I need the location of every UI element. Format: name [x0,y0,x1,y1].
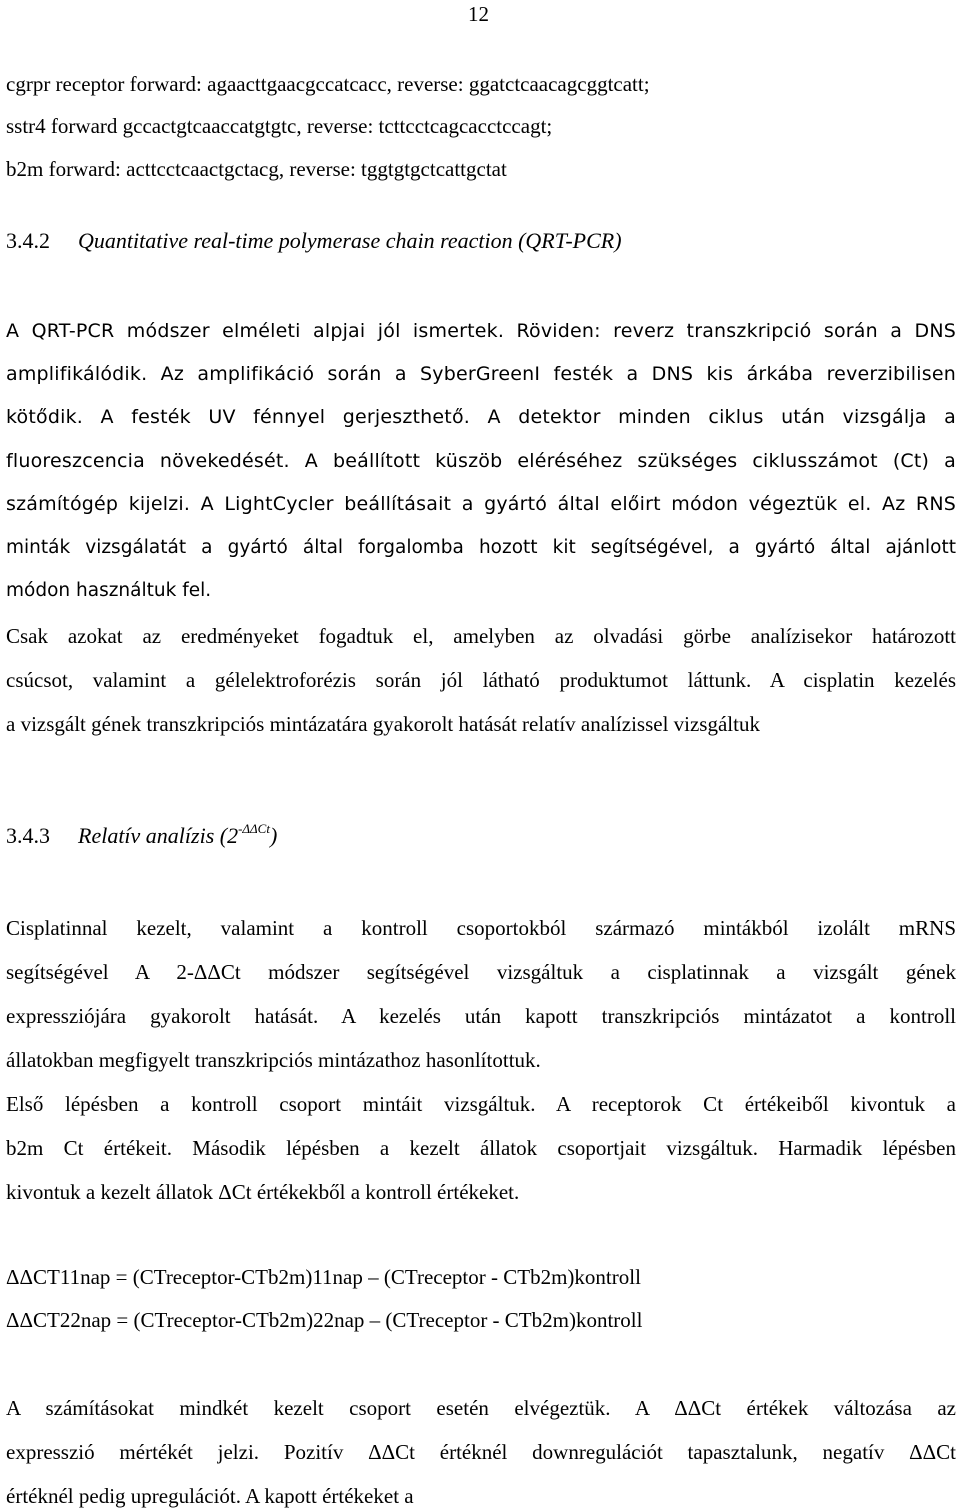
section-heading [6,823,277,849]
body-line: értéknél pedig upregulációt. A kapott értékeket a [6,1484,414,1508]
body-line: amplifikálódik. Az amplifikáció során a SyberGreenI festék a DNS kis árkába reverzibilisen [6,363,956,385]
body-line: A QRT-PCR módszer elméleti alpjai jól ismertek. Röviden: reverz transzkripció során a DNS [6,320,956,342]
formula-line: ΔΔCT11nap = (CTreceptor-CTb2m)11nap – (CTreceptor - CTb2m)kontroll [6,1265,641,1289]
body-line: számítógép kijelzi. A LightCycler beállításait a gyártó által előirt módon végeztük el. Az RNS [6,493,956,515]
body-line: Első lépésben a kontroll csoport mintáit vizsgáltuk. A receptorok Ct értékeiből kivontuk a [6,1092,956,1116]
body-line: kötődik. A festék UV fénnyel gerjeszthető. A detektor minden ciklus után vizsgálja a [6,406,956,428]
section-title: Quantitative real-time polymerase chain reaction (QRT-PCR) [78,228,622,253]
body-line: minták vizsgálatát a gyártó által forgalomba hozott kit segítségével, a gyártó által ajánlott [6,537,956,558]
formula-line: ΔΔCT22nap = (CTreceptor-CTb2m)22nap – (CTreceptor - CTb2m)kontroll [6,1308,643,1332]
body-line: állatokban megfigyelt transzkripciós mintázathoz hasonlítottuk. [6,1048,541,1072]
body-line: módon használtuk fel. [6,580,212,601]
body-line: expressziójára gyakorolt hatását. A kezelés után kapott transzkripciós mintázatot a kontroll [6,1004,956,1028]
primer-line: cgrpr receptor forward: agaacttgaacgccatcacc, reverse: ggatctcaacagcggtcatt; [6,72,650,96]
section-title: Relatív analízis (2 [78,823,239,848]
section-title-close: ) [269,823,278,848]
body-line: Csak azokat az eredményeket fogadtuk el, amelyben az olvadási görbe analízisekor határozott [6,624,956,648]
section-number: 3.4.2 [6,228,50,253]
page-number: 12 [468,2,489,26]
body-line: a vizsgált gének transzkripciós mintázatára gyakorolt hatását relatív analízissel vizsgáltuk [6,712,760,736]
section-number: 3.4.3 [6,823,50,848]
primer-line: sstr4 forward gccactgtcaaccatgtgtc, reverse: tcttcctcagcacctccagt; [6,114,553,138]
body-line: b2m Ct értékeit. Második lépésben a kezelt állatok csoportjait vizsgáltuk. Harmadik lépésben [6,1136,956,1160]
body-line: A számításokat mindkét kezelt csoport esetén elvégeztük. A ΔΔCt értékek változása az [6,1396,956,1420]
body-line: kivontuk a kezelt állatok ΔCt értékekből a kontroll értékeket. [6,1180,520,1204]
section-heading [6,228,622,254]
body-line: expresszió mértékét jelzi. Pozitív ΔΔCt értéknél downregulációt tapasztalunk, negatív ΔΔCt [6,1440,956,1464]
primer-line: b2m forward: acttcctcaactgctacg, reverse: tggtgtgctcattgctat [6,157,507,181]
section-title-superscript: -ΔΔCt [238,821,270,836]
body-line: Cisplatinnal kezelt, valamint a kontroll csoportokból származó mintákból izolált mRNS [6,916,956,940]
body-line: csúcsot, valamint a gélelektroforézis során jól látható produktumot láttunk. A cisplatin kezelés [6,668,956,692]
body-line: segítségével A 2-ΔΔCt módszer segítségével vizsgáltuk a cisplatinnak a vizsgált gének [6,960,956,984]
body-line: fluoreszcencia növekedését. A beállított küszöb eléréséhez szükséges ciklusszámot (Ct) a [6,450,956,472]
